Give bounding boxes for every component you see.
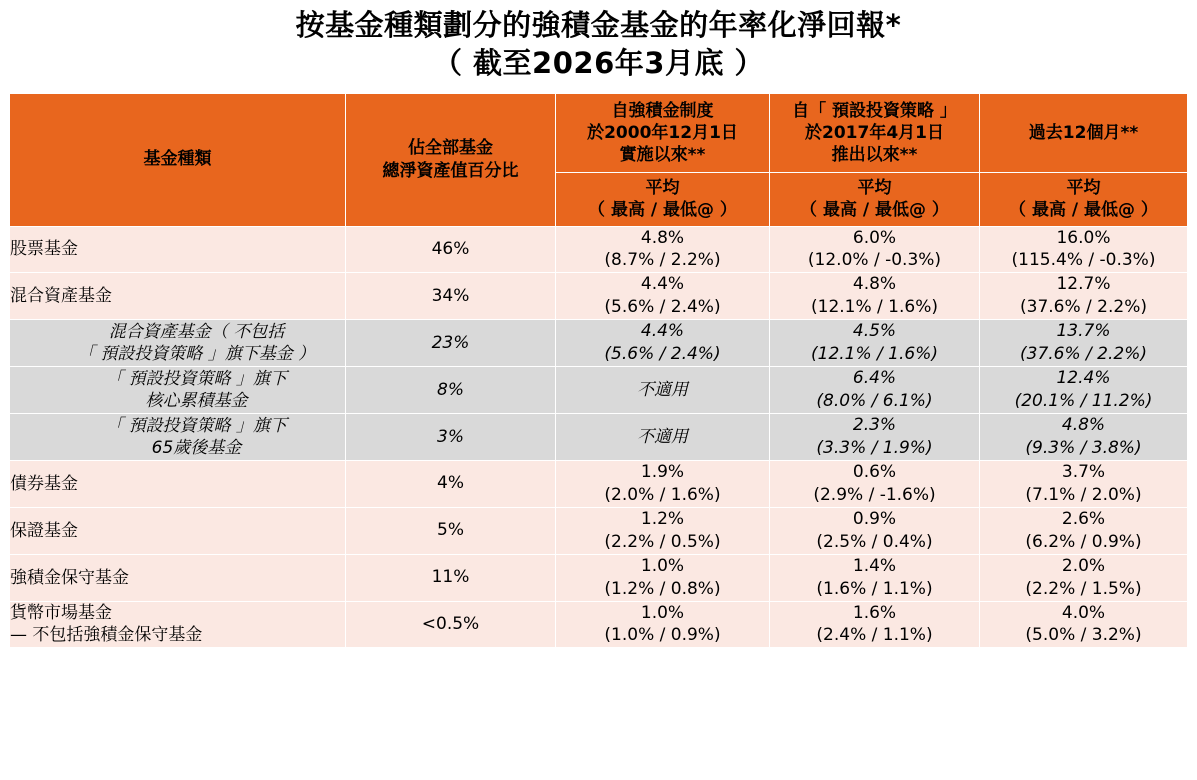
table-header: [10, 93, 1188, 226]
row-last-12-months-range: (2.2% / 1.5%): [1025, 578, 1142, 599]
row-since-mpf: [556, 320, 770, 367]
header-last-12-months-line1: 過去12個月**: [1028, 122, 1139, 143]
row-last-12-months: [980, 507, 1188, 554]
title-line-2: （ 截至2026年3月底 ）: [432, 46, 765, 81]
title-line-1: 按基金種類劃分的強積金基金的年率化淨回報*: [295, 8, 902, 42]
header-since-dis-line3: 推出以來**: [831, 144, 918, 165]
row-since-mpf: [556, 367, 770, 414]
row-last-12-months-average: 4.8%: [1061, 415, 1106, 436]
row-since-mpf-average: 不適用: [637, 379, 688, 400]
row-category-line1: 保證基金: [10, 520, 78, 541]
row-last-12-months-range: (20.1% / 11.2%): [1014, 391, 1153, 412]
row-share-of-total-nav: 11%: [346, 554, 556, 601]
header-since-mpf-line3: 實施以來**: [619, 144, 706, 165]
table-row: [10, 414, 1188, 461]
row-last-12-months: [980, 554, 1188, 601]
row-category-line1: 貨幣市場基金: [10, 603, 112, 624]
header-sub-range-2: （ 最高 / 最低@ ）: [800, 200, 949, 221]
table-row: [10, 460, 1188, 507]
header-sub-avg-2: 平均: [857, 178, 892, 199]
table-row: [10, 507, 1188, 554]
row-since-mpf-average: 1.0%: [640, 602, 685, 623]
row-since-dis: [770, 320, 980, 367]
header-sub-range-3: （ 最高 / 最低@ ）: [1009, 200, 1158, 221]
row-last-12-months-range: (5.0% / 3.2%): [1025, 625, 1142, 646]
row-since-mpf-range: (1.0% / 0.9%): [604, 625, 721, 646]
header-share-line2: 總淨資產值百分比: [382, 160, 519, 181]
row-category: [10, 273, 346, 320]
row-since-dis-range: (3.3% / 1.9%): [816, 437, 933, 458]
row-since-mpf-average: 4.4%: [640, 274, 685, 295]
header-sub-since-mpf: [556, 173, 770, 226]
row-since-dis: [770, 226, 980, 273]
table-body: [10, 226, 1188, 648]
row-category-line1: 「 預設投資策略 」旗下: [106, 369, 287, 389]
row-since-mpf-range: (5.6% / 2.4%): [604, 344, 721, 365]
header-sub-last-12: [980, 173, 1188, 226]
row-category-line1: 股票基金: [10, 239, 78, 260]
row-category: [10, 367, 346, 414]
fund-returns-table: [9, 93, 1188, 649]
row-share-of-total-nav: 46%: [346, 226, 556, 273]
row-since-dis-average: 1.4%: [852, 555, 897, 576]
row-since-dis-range: (12.1% / 1.6%): [811, 344, 938, 365]
row-since-dis-average: 0.9%: [852, 508, 897, 529]
row-since-mpf: [556, 226, 770, 273]
row-last-12-months-range: (115.4% / -0.3%): [1011, 250, 1156, 271]
header-since-mpf: [556, 93, 770, 173]
row-category: [10, 601, 346, 648]
row-last-12-months: [980, 601, 1188, 648]
row-share-of-total-nav: 5%: [346, 507, 556, 554]
row-since-mpf: [556, 460, 770, 507]
row-since-dis-average: 1.6%: [852, 602, 897, 623]
row-share-of-total-nav: 3%: [346, 414, 556, 461]
row-since-dis-average: 6.4%: [852, 368, 897, 389]
row-since-mpf-average: 1.0%: [640, 555, 685, 576]
row-since-dis-average: 4.8%: [852, 274, 897, 295]
header-share: [346, 93, 556, 226]
row-category: [10, 460, 346, 507]
header-row-main: [10, 93, 1188, 173]
row-since-dis-average: 6.0%: [852, 227, 897, 248]
row-last-12-months-average: 2.0%: [1061, 555, 1106, 576]
row-last-12-months-average: 13.7%: [1056, 321, 1111, 342]
row-category-line1: 混合資產基金（ 不包括: [108, 322, 285, 343]
row-since-mpf-average: 不適用: [637, 426, 688, 447]
row-since-dis-range: (2.5% / 0.4%): [816, 531, 933, 552]
row-last-12-months-average: 16.0%: [1056, 227, 1111, 248]
row-since-dis: [770, 601, 980, 648]
row-last-12-months-range: (37.6% / 2.2%): [1020, 344, 1147, 365]
row-last-12-months: [980, 273, 1188, 320]
row-last-12-months-average: 4.0%: [1061, 602, 1106, 623]
table-row: [10, 226, 1188, 273]
row-last-12-months-average: 12.7%: [1056, 274, 1111, 295]
row-last-12-months: [980, 320, 1188, 367]
row-since-mpf-range: (2.2% / 0.5%): [604, 531, 721, 552]
row-last-12-months-range: (9.3% / 3.8%): [1025, 437, 1142, 458]
table-row: [10, 320, 1188, 367]
header-since-dis: [770, 93, 980, 173]
row-since-dis: [770, 273, 980, 320]
header-sub-avg-3: 平均: [1066, 178, 1101, 199]
table-row: [10, 367, 1188, 414]
table-row: [10, 554, 1188, 601]
table-row: [10, 601, 1188, 648]
row-category-line2: — 不包括強積金保守基金: [10, 625, 203, 646]
row-since-mpf: [556, 273, 770, 320]
row-since-mpf-range: (2.0% / 1.6%): [604, 484, 721, 505]
row-since-mpf-average: 1.2%: [640, 508, 685, 529]
row-since-dis-average: 0.6%: [852, 461, 897, 482]
header-since-dis-line2: 於2017年4月1日: [805, 122, 944, 143]
row-last-12-months-range: (7.1% / 2.0%): [1025, 484, 1142, 505]
row-category: [10, 507, 346, 554]
page-title: [0, 0, 1197, 83]
row-last-12-months-average: 12.4%: [1056, 368, 1111, 389]
row-since-dis-average: 4.5%: [852, 321, 897, 342]
row-category-line2: 65歲後基金: [151, 437, 242, 458]
row-since-dis-average: 2.3%: [852, 415, 897, 436]
row-share-of-total-nav: 34%: [346, 273, 556, 320]
row-category-line1: 債券基金: [10, 473, 78, 494]
row-since-dis: [770, 507, 980, 554]
row-since-mpf-average: 1.9%: [640, 461, 685, 482]
row-since-dis-range: (2.4% / 1.1%): [816, 625, 933, 646]
row-last-12-months-average: 3.7%: [1061, 461, 1106, 482]
row-category-line2: 核心累積基金: [145, 391, 248, 412]
row-last-12-months: [980, 226, 1188, 273]
row-since-mpf: [556, 554, 770, 601]
row-last-12-months-range: (37.6% / 2.2%): [1020, 297, 1147, 318]
row-category-line2: 「 預設投資策略 」旗下基金 ）: [77, 344, 316, 365]
row-since-dis: [770, 460, 980, 507]
header-sub-since-dis: [770, 173, 980, 226]
row-category-line1: 強積金保守基金: [10, 567, 129, 588]
row-since-dis-range: (12.1% / 1.6%): [811, 297, 938, 318]
header-since-mpf-line1: 自強積金制度: [611, 100, 714, 121]
row-since-dis: [770, 554, 980, 601]
header-since-dis-line1: 自「 預設投資策略 」: [792, 100, 957, 121]
row-category: [10, 226, 346, 273]
row-share-of-total-nav: <0.5%: [346, 601, 556, 648]
row-since-mpf: [556, 507, 770, 554]
row-share-of-total-nav: 4%: [346, 460, 556, 507]
row-since-dis-range: (2.9% / -1.6%): [813, 484, 936, 505]
row-since-mpf-average: 4.8%: [640, 227, 685, 248]
row-since-mpf: [556, 414, 770, 461]
table-row: [10, 273, 1188, 320]
row-category: [10, 320, 346, 367]
row-category-line1: 「 預設投資策略 」旗下: [106, 415, 287, 436]
row-last-12-months: [980, 414, 1188, 461]
row-since-dis-range: (1.6% / 1.1%): [816, 578, 933, 599]
header-sub-range-1: （ 最高 / 最低@ ）: [588, 200, 737, 221]
row-since-mpf-average: 4.4%: [640, 321, 685, 342]
row-since-mpf: [556, 601, 770, 648]
header-share-line1: 佔全部基金: [408, 138, 493, 159]
row-since-dis-range: (12.0% / -0.3%): [807, 250, 942, 271]
row-since-mpf-range: (8.7% / 2.2%): [604, 250, 721, 271]
row-category: [10, 554, 346, 601]
row-share-of-total-nav: 23%: [346, 320, 556, 367]
row-since-mpf-range: (5.6% / 2.4%): [604, 297, 721, 318]
header-last-12-months: [980, 93, 1188, 173]
header-since-mpf-line2: 於2000年12月1日: [587, 122, 738, 143]
row-share-of-total-nav: 8%: [346, 367, 556, 414]
row-last-12-months-average: 2.6%: [1061, 508, 1106, 529]
row-last-12-months-range: (6.2% / 0.9%): [1025, 531, 1142, 552]
header-sub-avg-1: 平均: [645, 178, 680, 199]
row-since-dis: [770, 414, 980, 461]
row-since-dis: [770, 367, 980, 414]
row-since-mpf-range: (1.2% / 0.8%): [604, 578, 721, 599]
row-last-12-months: [980, 460, 1188, 507]
row-last-12-months: [980, 367, 1188, 414]
row-category-line1: 混合資產基金: [10, 286, 112, 307]
header-category: 基金種類: [10, 93, 346, 226]
row-category: [10, 414, 346, 461]
row-since-dis-range: (8.0% / 6.1%): [816, 391, 933, 412]
